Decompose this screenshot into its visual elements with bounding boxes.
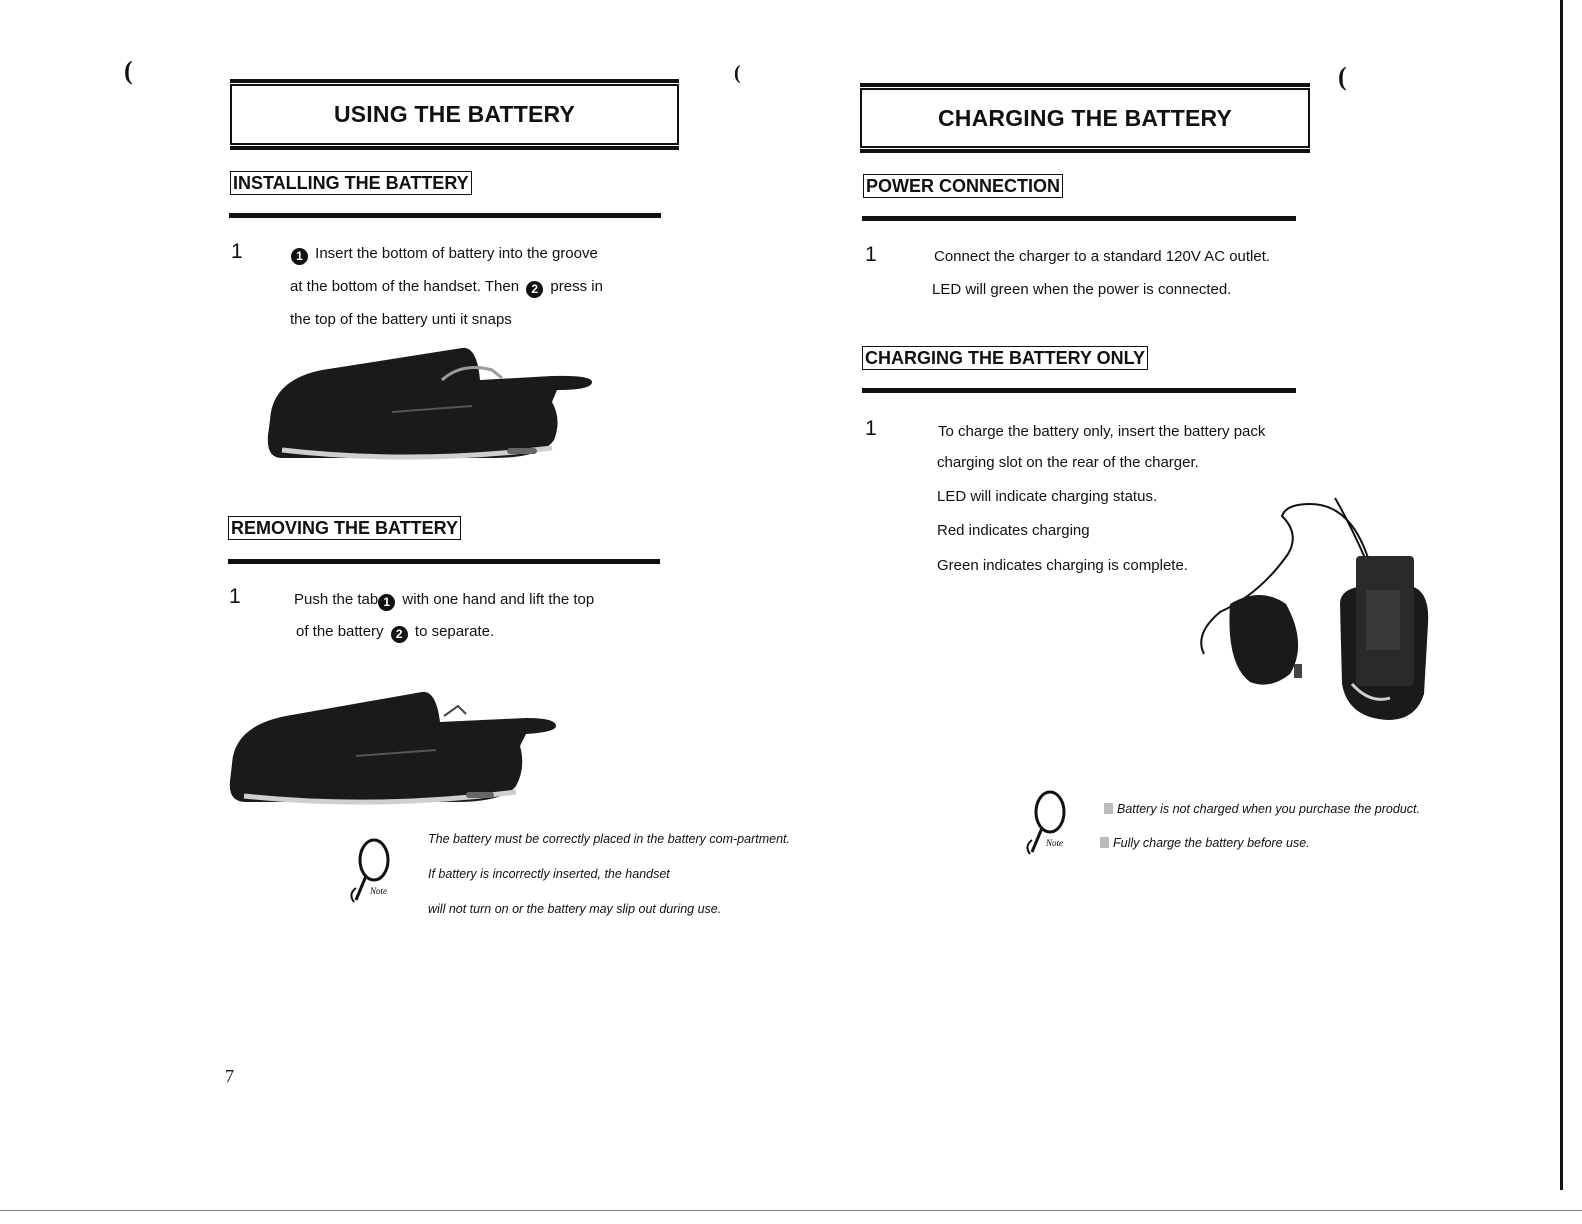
section-rule <box>862 216 1296 221</box>
bullet-icon <box>1104 803 1113 814</box>
note-icon <box>1018 788 1078 858</box>
section-heading-removing: REMOVING THE BATTERY <box>228 516 461 540</box>
step-text: to separate. <box>414 623 495 640</box>
charger-image <box>1190 494 1440 724</box>
scan-edge <box>1560 0 1563 1190</box>
step-text-line: the top of the battery unti it snaps <box>290 311 512 328</box>
scan-mark: ( <box>1338 62 1347 91</box>
step-number: 1 <box>229 585 241 608</box>
svg-text:Note: Note <box>1046 838 1063 848</box>
step-text: with one hand and lift the top <box>402 591 595 608</box>
page-title: CHARGING THE BATTERY <box>860 88 1310 148</box>
step-marker: 1 <box>378 594 395 611</box>
note-text: Battery is not charged when you purchase the product. <box>1104 802 1420 816</box>
step-number: 1 <box>865 243 877 266</box>
step-text: press in <box>550 278 603 295</box>
handset-remove-image <box>226 686 566 816</box>
step-marker: 1 <box>291 248 308 265</box>
section-rule <box>228 559 660 564</box>
step-text-line <box>296 623 494 643</box>
step-text-line: charging slot on the rear of the charger. <box>937 454 1199 471</box>
step-text-line: Connect the charger to a standard 120V AC outlet. <box>934 248 1271 265</box>
step-text-line <box>294 591 594 611</box>
note-text: The battery must be correctly placed in the battery com-partment. <box>428 832 790 846</box>
step-text-line: Red indicates charging <box>937 522 1090 539</box>
section-rule <box>862 388 1296 393</box>
step-text-line: LED will green when the power is connected. <box>932 281 1232 298</box>
handset-install-image <box>262 340 602 475</box>
step-text: Insert the bottom of battery into the groove <box>315 245 598 262</box>
page-title: USING THE BATTERY <box>230 84 679 145</box>
note-text: Fully charge the battery before use. <box>1100 836 1310 850</box>
step-text: at the bottom of the handset. Then <box>290 278 520 295</box>
scan-mark: ( <box>124 56 133 85</box>
step-text-line <box>290 278 603 298</box>
scan-mark: ( <box>734 62 741 84</box>
page-number: 7 <box>225 1066 234 1086</box>
svg-text:Note: Note <box>370 886 387 896</box>
step-text-line: To charge the battery only, insert the battery pack <box>938 423 1266 440</box>
section-heading-charging-only: CHARGING THE BATTERY ONLY <box>862 346 1148 370</box>
section-heading-installing: INSTALLING THE BATTERY <box>230 171 472 195</box>
step-text-line <box>288 245 598 265</box>
step-number: 1 <box>231 240 243 263</box>
scan-edge <box>0 1210 1582 1211</box>
note-text: will not turn on or the battery may slip out during use. <box>428 902 722 916</box>
step-text-line: Green indicates charging is complete. <box>937 557 1188 574</box>
section-rule <box>229 213 661 218</box>
section-heading-power: POWER CONNECTION <box>863 174 1063 198</box>
note-text: If battery is incorrectly inserted, the handset <box>428 867 670 881</box>
step-marker: 2 <box>391 626 408 643</box>
step-marker: 2 <box>526 281 543 298</box>
step-text-line: LED will indicate charging status. <box>937 488 1158 505</box>
step-text: of the battery <box>296 623 384 640</box>
bullet-icon <box>1100 837 1109 848</box>
step-number: 1 <box>865 417 877 440</box>
step-text: Push the tab <box>294 591 379 608</box>
note-icon <box>342 836 402 906</box>
